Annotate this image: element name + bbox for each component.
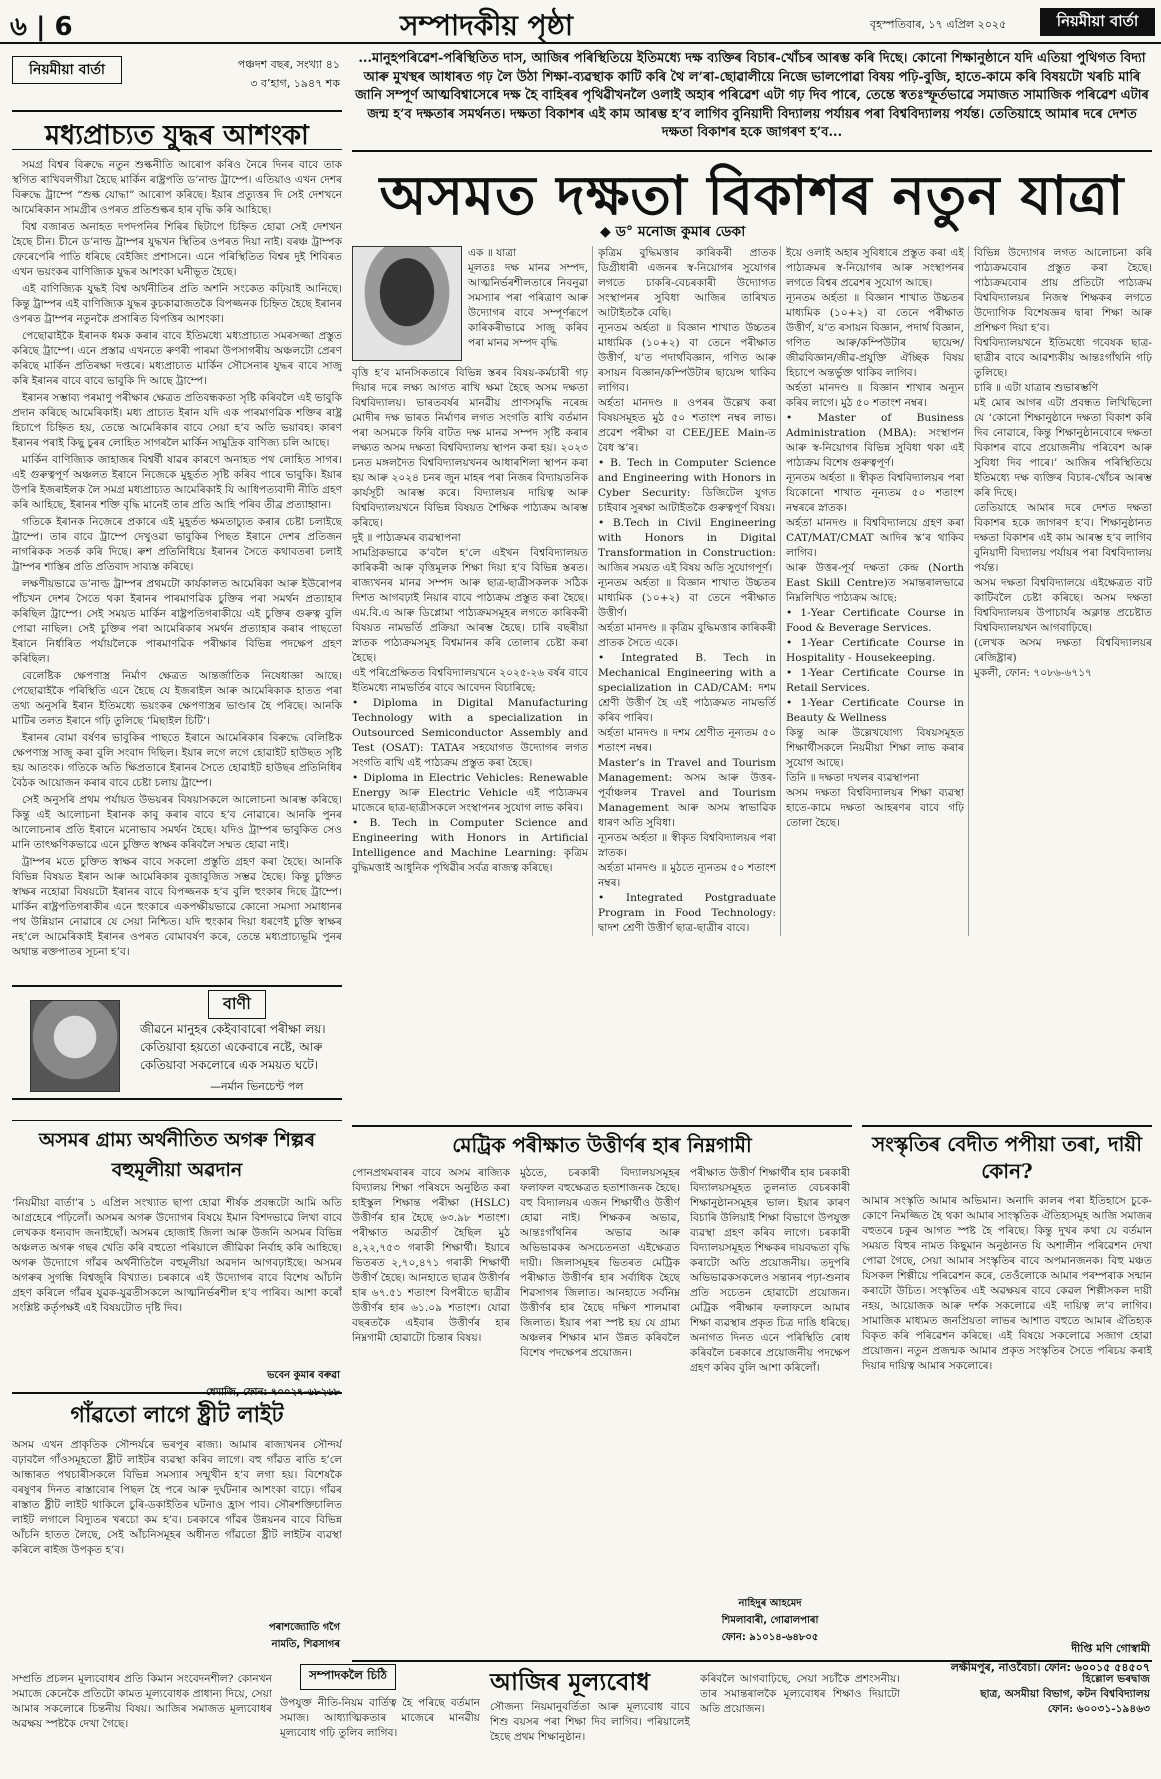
lead-byline: ◆ ড° মনোজ কুমাৰ ডেকা	[600, 224, 746, 240]
editorial-paragraph: সমগ্ৰ বিশ্বৰ বিৰুদ্ধে নতুন শুল্কনীতি আৰোপ কৰিও নৈৰে দিনৰ বাবে তাক স্থগিত ৰাখিবলগীয়া হৈছে মাৰ্কিন ৰাষ্ট্ৰপতি ড’নাল্ড ট্ৰাম্পে। এতিয়াও এখন দেশৰ বিৰুদ্ধে ট্ৰাম্পে “শুল্ক যোদ্ধা” আৰোপ কৰিছে। ইয়াৰ প্ৰত্যুত্তৰ দি সেই দেশখনে আমেৰিকান সামগ্ৰীৰ ওপৰত প্ৰতিশুল্কৰ হাৰ বৃদ্ধি কৰি আহিছে।	[12, 159, 342, 216]
lead-intro: ...মানুহপৰিৱেশ-পৰিস্থিতিত দাস, আজিৰ পৰিস্থিতিয়ে ইতিমধ্যে দক্ষ ব্যক্তিৰ বিচাৰ-খোঁচৰ আৰম্ভ কৰি দিছে। কোনো শিক্ষানুষ্ঠানে যদি এতিয়া পুথিগত বিদ্যা আৰু মুখস্থৰ আধাৰত গঢ় লৈ উঠা শিক্ষা-ব্যৱস্থাক কাটি কৰি থৈ ল’ৰা-ছোৱালীয়ে নিজে ভালপোৱা বিষয় পঢ়ি-বুজি, হাতে-কামে কৰি বিষয়টো খৰচি মাৰি জানি সম্পূৰ্ণ আত্মবিশ্বাসেৰে দক্ষ হৈ বাহিৰৰ পৃথিৱীখনলৈ ওলাই অহাৰ পৰিৱেশ এটা গঢ় দিব পাৰে, তেন্তে স্বতঃস্ফূৰ্তভাৱে সমাজত সামাজিক পৰিৱেশ এটাৰ জন্ম হ’ব দক্ষতাৰ সমৰ্থনত। দক্ষতা বিকাশৰ এই কাম আৰম্ভ হ’ব লাগিব বুনিয়াদী বিদ্যালয় পৰ্যায়ৰ পৰা বিশ্ববিদ্যালয় পৰ্যন্ত। তেতিয়াহে আমাৰ দৰে দেশত দক্ষতা বিকাশৰ হকে জাগৰণ হ’ব...	[355, 51, 1149, 140]
story2-author: পৰাশজ্যোতি গগৈ নামতি, শিৱসাগৰ	[268, 1622, 340, 1650]
editorial-paragraph: এই বাণিজ্যিক যুদ্ধই বিশ্ব অৰ্থনীতিৰ প্ৰতি অশনি সংকেত কঢ়িয়াই আনিছে। কিন্তু ট্ৰাম্পৰ এই বাণিজ্যিক যুদ্ধৰ কুচকাৱাজতকৈ বিপজ্জনক চিহ্নিত হৈছে ইৰানৰ ওপৰত ট্ৰাম্পৰ নতুনকৈ প্ৰসাৰিত বিপত্তিৰ আশংকা।	[12, 283, 342, 325]
letters-author: হিল্লোল ভৰদ্বাজ ছাত্ৰ, অসমীয়া বিভাগ, কটন বিশ্ববিদ্যালয় ফোন: ৬০০৩১-১৯৪৬৩	[980, 1673, 1150, 1715]
story3-column-3: পৰীক্ষাত উত্তীৰ্ণ শিক্ষাৰ্থীৰ হাৰ চৰকাৰী বিদ্যালয়সমূহত তুলনাত বেচৰকাৰী শিক্ষানুষ্ঠানসমূহৰ ভাল। ইয়াৰ কাৰণ বিচাৰি উলিয়াই শিক্ষা বিভাগে উপযুক্ত ব্যৱস্থা গ্ৰহণ কৰিব লাগে। চৰকাৰী বিদ্যালয়সমূহত শিক্ষকৰ দায়বদ্ধতা বৃদ্ধি কৰাটো অতি প্ৰয়োজনীয়। তদুপৰি অভিভাৱকসকলেও সন্তানৰ পঢ়া-শুনাৰ প্ৰতি সচেতন হোৱাটো প্ৰয়োজন। মেট্ৰিক পৰীক্ষাৰ ফলাফলে আমাৰ শিক্ষা ব্যৱস্থাৰ প্ৰকৃত চিত্ৰ দাঙি ধৰিছে। অনাগত দিনত এনে পৰিস্থিতি ৰোধ কৰিবলৈ চৰকাৰে প্ৰয়োজনীয় পদক্ষেপ গ্ৰহণ কৰিব বুলি আশা কৰিলোঁ।	[690, 1167, 850, 1374]
story4-title: সংস্কৃতিৰ বেদীত পপীয়া তৰা, দায়ী কোন?	[862, 1125, 1152, 1189]
editorial-paragraph: ট্ৰাম্পৰ মতে চুক্তিত স্বাক্ষৰ বাবে সকলো প্ৰস্তুতি গ্ৰহণ কৰা হৈছে। আনকি বিভিন্ন বিষয়ত ইৰান আৰু আমেৰিকাৰ বুজাবুজিত সম্ভৱ হৈছে। কিন্তু চুক্তিত স্বাক্ষৰ নহোৱা বিষয়টো ইৰানৰ বাবে বিপজ্জনক হ’ব বুলি হুংকাৰ দিছে ট্ৰাম্পে। মাৰ্কিন ৰাষ্ট্ৰপতিগৰাকীৰ এনে হুংকাৰে একপক্ষীয়ভাৱে কোনো সমস্যা সমাধানৰ পথ উন্নিয়ান নোৱাৰে যে সেয়া নিশ্চিত। যদি হুংকাৰ দিয়া ধৰণেই চুক্তি স্বাক্ষৰ নহ’লে আমেৰিকাই ইৰানৰ ওপৰত বোমাবৰ্ষণ কৰে, তেন্তে মধ্যপ্ৰাচ্যভূমি পুনৰ অথান্ত ৰক্তপাতৰ সূচনা হ’ব।	[12, 856, 342, 958]
story1-author: ভবেন কুমাৰ বৰুৱা ধেমাজি, ফোন: ৭০০২৭-৬৮২৬৮	[205, 1370, 340, 1398]
quote-text: জীৱনে মানুহৰ কেইবাবাৰো পৰীক্ষা লয়। কেতিয়াবা হয়তো একেবাৰে নষ্টে, আৰু কেতিয়াবা সকলোৰে এক সময়ত ঘটে।	[140, 1022, 326, 1072]
letters-rule	[352, 1660, 1152, 1662]
volume-number: পঞ্চদশ বছৰ, সংখ্যা ৪১	[237, 58, 340, 71]
letters-label: সম্পাদকলৈ চিঠি	[300, 1664, 396, 1690]
letters-column-a: সম্প্ৰতি প্ৰচলন মূল্যবোধৰ প্ৰতি কিমান সংবেদনশীল? কোনখন সমাজে কেনেকৈ প্ৰতিটো কামত মূল্যবোধক প্ৰাধান্য দিয়ে, সেয়া আমাৰ সকলোৰে চিন্তনীয় বিষয়। আজিৰ সমাজত মূল্যবোধৰ অৱক্ষয় স্পষ্টকৈ দেখা গৈছে।	[12, 1673, 272, 1730]
story3-column-2: মুঠতে, চৰকাৰী বিদ্যালয়সমূহৰ ফলাফল বহুক্ষেত্ৰত হতাশাজনক হৈছে। বহু বিদ্যালয়ৰ এজন শিক্ষাৰ্থীও উত্তীৰ্ণ হোৱা নাই। শিক্ষকৰ অভাৱ, আন্তঃগাঁথনিৰ অভাৱ আৰু অভিভাৱকৰ অসচেতনতা এইক্ষেত্ৰত দায়ী। জিলাসমূহৰ ভিতৰত মেট্ৰিক পৰীক্ষাত উত্তীৰ্ণৰ হাৰ সৰ্বাধিক হৈছে শিৱসাগৰ জিলাত। আনহাতে সৰ্বনিম্ন উত্তীৰ্ণৰ হাৰ হৈছে দক্ষিণ শালমাৰা জিলাত। ইয়াৰ পৰা স্পষ্ট হয় যে গ্ৰাম্য অঞ্চলৰ শিক্ষাৰ মান উন্নত কৰিবলৈ বিশেষ পদক্ষেপৰ প্ৰয়োজন।	[520, 1167, 680, 1359]
lead-column-4: বিভিন্ন উদ্যোগৰ লগত আলোচনা কৰি পাঠ্যক্ৰমবোৰ প্ৰস্তুত কৰা হৈছে। পাঠ্যক্ৰমবোৰ প্ৰায় প্ৰতিটো পাঠ্যক্ৰম বিশ্ববিদ্যালয়ৰ নিজস্ব শিক্ষকৰ লগতে উদ্যোগিক বিশেষজ্ঞৰ দ্বাৰা শিক্ষা আৰু প্ৰশিক্ষণ দিয়া হ’ব। বিশ্ববিদ্যালয়খনে ইতিমধ্যে গবেষক ছাত্ৰ-ছাত্ৰীৰ বাবে আৱশ্যকীয় আন্তঃগাঁথনি গঢ়ি তুলিছে। চাৰি ॥ এটা যাত্ৰাৰ শুভাৰম্ভণি মই মোৰ আগৰ এটা প্ৰবন্ধত লিখিছিলো যে ‘কোনো শিক্ষানুষ্ঠানে দক্ষতা বিকাশ কৰি দিব নোৱাৰে, কিন্তু শিক্ষানুষ্ঠানবোৰে দক্ষতা বিকাশৰ বাবে প্ৰয়োজনীয় পৰিবেশ আৰু সুবিধা দিব পাৰে।’ আজিৰ পৰিস্থিতিয়ে ইতিমধ্যে দক্ষ ব্যক্তিৰ বিচাৰ-খোঁচৰ আৰম্ভ কৰি দিছে। তেতিয়াহে আমাৰ দৰে দেশত দক্ষতা বিকাশৰ হকে জাগৰণ হ’ব। শিক্ষানুষ্ঠানত দক্ষতা বিকাশৰ এই কাম আৰম্ভ হ’ব লাগিব বুনিয়াদী বিদ্যালয় পৰ্যায়ৰ পৰা বিশ্ববিদ্যালয় পৰ্যন্ত। অসম দক্ষতা বিশ্ববিদ্যালয়ে এইক্ষেত্ৰত বাট কাটিবলৈ চেষ্টা কৰিছে। অসম দক্ষতা বিশ্ববিদ্যালয়ৰ উপাচাৰ্যৰ অক্লান্ত প্ৰচেষ্টাত বিশ্ববিদ্যালয়খন আগবাঢ়িছে। (লেখক অসম দক্ষতা বিশ্ববিদ্যালয়ৰ ৰেজিষ্ট্ৰাৰ) মুকলী, ফোন: ৭০৮৬-৬৭১৭	[974, 247, 1152, 679]
letters-column-b: উপযুক্ত নীতি-নিয়ম বাৰ্তিত্ব হৈ পৰিছে বৰ্তমান সমাজ। আধ্যাত্মিকতাৰ মাজেৰে মানৱীয় মূল্যবোধ গঢ়ি তুলিব লাগিব।	[280, 1697, 480, 1739]
volume-info	[180, 56, 340, 94]
editorial-paragraph: লক্ষণীয়ভাৱে ড’নাল্ড ট্ৰাম্পৰ প্ৰথমটো কাৰ্যকালত আমেৰিকা আৰু ইউৰোপৰ পাঁচখন দেশৰ সৈতে থকা ইৰানৰ পাৰমাণৱিক চুক্তিৰ পৰা সমৰ্থন প্ৰত্যাহাৰ কৰিছিল ট্ৰাম্পে। সেই সময়ত মাৰ্কিন ৰাষ্ট্ৰপতিগৰাকীয়ে এই চুক্তিৰ গুৰুত্ব বুলি পোৱা নাছিল। সেই চুক্তিৰ পৰা আমেৰিকাৰ সমৰ্থন প্ৰত্যাহাৰ কৰাৰ পাছতো ইৰানে নিৰ্ধাৰিত পৰ্যায়লৈকে পাৰমাণৱিক পৰীক্ষাৰ বিভিন্ন পদক্ষেপ গ্ৰহণ কৰিছিল।	[12, 578, 342, 665]
quote-label: বাণী	[208, 990, 266, 1019]
author-photo	[352, 246, 462, 361]
story3-author: নাহিদুৰ আহমেদ শিমলাবাৰী, গোৱালপাৰা ফোন: ৯১০১৪-৬৪৮০৫	[721, 1598, 819, 1643]
quote-author: —নৰ্মান ভিনচেণ্ট পল	[210, 1080, 304, 1093]
lead-column-1: বৃত্তি হ’ব মানসিকতাৰে বিভিন্ন স্তৰৰ বিষয়-কৰ্মচাৰী গঢ় দিয়াৰ দৰে লক্ষ্য আগত ৰাখি ক্ষমা হৈছে অসম দক্ষতা বিশ্ববিদ্যালয়। ভাৰতবৰ্ষৰ মানৱীয় প্ৰাণসমৃদ্ধি নৰেন্দ্ৰ মোদীৰ দক্ষ ভাৰত নিৰ্মাণৰ লগত সংগতি ৰাখি বৰ্তমান পৰা অসমকে ফিৰি বাটত দক্ষ মানৱ সম্পদ সৃষ্টি কৰাৰ লক্ষ্যত অসম দক্ষতা বিশ্ববিদ্যালয় স্থাপন কৰা হয়। ২০২৩ চনত মঙ্গলদৈত বিশ্ববিদ্যালয়খনৰ আধাৰশিলা স্থাপন কৰা হয় আৰু ২০২৪ চনৰ জুন মাহৰ পৰা নিজৰ বিদ্যায়তনিক কাৰ্যসূচী আৰম্ভ কৰে। বিদ্যালয়ৰ দায়িত্ব আৰু বিশ্ববিদ্যালয়খনে বিভিন্ন বিষয়ত শৈক্ষিক পাঠ্যক্ৰম আৰম্ভ কৰিছে। দুই ॥ পাঠ্যক্ৰমৰ ব্যৱস্থাপনা সামগ্ৰিকভাৱে ক’বলৈ হ’লে এইখন বিশ্ববিদ্যালয়ত কাৰিকৰী আৰু বৃত্তিমূলক শিক্ষা দিয়া হ’ব বিভিন্ন স্তৰত। ৰাজ্যখনৰ মানৱ সম্পদ আৰু ছাত্ৰ-ছাত্ৰীসকলক সঠিক দিশত আগবঢ়াই নিয়াৰ বাবে পাঠ্যক্ৰম প্ৰস্তুত কৰা হৈছে। এম.বি.এ আৰু ডিপ্লোমা পাঠ্যক্ৰমসমূহৰ লগতে কাৰিকৰী বিষয়ত নামভৰ্তি প্ৰক্ৰিয়া আৰম্ভ হৈছে। চাৰি বছৰীয়া স্নাতক পাঠ্যক্ৰমসমূহ বিশ্বমানৰ কৰি তোলাৰ চেষ্টা কৰা হৈছে। এই পৰিপ্ৰেক্ষিতত বিশ্ববিদ্যালয়খনে ২০২৫-২৬ বৰ্ষৰ বাবে ইতিমধ্যে নামভৰ্তিৰ বাবে আবেদন বিচাৰিছে: • Diploma in Digital Manufacturing Technology with a specialization in Outsourced Semiconductor Assembly and Test (OSAT): TATAৰ সহযোগত উদ্যোগৰ লগত সংগতি ৰাখি এই পাঠ্যক্ৰম প্ৰস্তুত কৰা হৈছে। • Diploma in Electric Vehicles: Renewable Energy আৰু Electric Vehicle এই পাঠ্যক্ৰমৰ মাজেৰে ছাত্ৰ-ছাত্ৰীসকলে সংস্থাপনৰ সুযোগ লাভ কৰিব। • B. Tech in Computer Science and Engineering with Honors in Artificial Intelligence and Machine Learning: কৃত্ৰিম বুদ্ধিমত্তাই আধুনিক পৃথিৱীৰ সৰ্বত্ৰ ৰাজত্ব কৰিছে।	[352, 367, 588, 874]
editorial-paragraph: মাৰ্কিন বাণিজ্যিক জাহাজৰ বিশ্বৰ্ষী ষাৱৰ কাৰণে অনাহত পথ লোহিত সাগৰ। এই গুৰুত্বপূৰ্ণ অঞ্চলত ইৰানে নিজেকে মুহূৰ্তত সৃষ্টি কৰিব পাৰে ভাবুকি। ইয়াৰ উপৰি ইজৰাইলক লৈ সমগ্ৰ মধ্যপ্ৰাচ্যত আমেৰিকাই যি আধিপত্যবাদী নীতি গ্ৰহণ কৰি আহিছে, ইৰানৰ শক্তি বৃদ্ধি মানেই তাৰ প্ৰতি আহি পৰিব তীব্ৰ প্ৰত্যাহ্বান।	[12, 454, 342, 511]
small-logo: নিয়মীয়া বাৰ্তা	[12, 56, 122, 84]
editorial-body	[12, 158, 342, 976]
editorial-paragraph: বিশ্ব বজাৰত অনাহত দপদপনিৰ শিৰিৰ ছিটাপে চিহ্নিত হোৱা সেই দেশখন হৈছে চীন। চীনে ড’নাল্ড ট্ৰাম্পৰ যুদ্ধখন স্থিতিৰ ওপৰত দিয়া নাই। বৰঞ্চ ট্ৰাম্পক ফেৰেপেৰি পাতি ধৰিছে বেইজিং প্ৰশাসনে। এনে পৰিস্থিতিত বিশ্বৰ দুই শিবিৰত এখন ভয়ংকৰ বাণিজ্যিক যুদ্ধৰ আশংকা ঘনীভূত হৈছে।	[12, 221, 342, 278]
story2-title: গাঁৱতো লাগে ষ্ট্ৰীট লাইট	[12, 1392, 342, 1432]
letters-column-d: কৰিবলৈ আগবাঢ়িছে, সেয়া সচাঁকৈ প্ৰশংসনীয়। তাৰ সমান্তৰালকৈ মূল্যবোধৰ শিক্ষাও দিয়াটো অতি প্ৰয়োজন।	[700, 1673, 900, 1715]
issue-date: বৃহস্পতিবাৰ, ১৭ এপ্ৰিল ২০২৫	[870, 18, 1007, 31]
story4-author: দীপ্তি মণি গোস্বামী লক্ষীমপুৰ, নাওবৈচা। ফোন: ৬০০১৫ ৫৪৫০৭	[950, 1642, 1150, 1674]
editorial-paragraph: পেছোৱাইকৈ ইৰানক ধমক কৰাৰ বাবে ইতিমধ্যে মধ্যপ্ৰাচ্যত সমৰসজ্জা প্ৰস্তুত কৰিছে ট্ৰাম্পে। এনে প্ৰস্তাৱ এখনতে ৰুণৰী পাৰমা উপসাগৰীয় অঞ্চলটো প্ৰেৰণ কৰিছে মাৰ্কিন প্ৰতিৰক্ষা দপ্তৰে। মধ্যপ্ৰাচ্যত মাৰ্কিন সৌসেনাৰ যুদ্ধৰ বাবে সাজু কৰি ইৰানৰ বাবে বাবে ভাবুকি দি আছে ট্ৰাম্পে।	[12, 330, 342, 387]
lead-column-2: কৃত্ৰিম বুদ্ধিমত্তাৰ কাৰিকৰী প্ৰাতক ডিগ্ৰীধাৰী এজনৰ স্ব-নিয়োগৰ সুযোগৰ লগতে চাকৰি-বেচৰকাৰী উদ্যোগত সংস্থাপনৰ সুবিধা আজিৰ তাৰিখত আটাইতকৈ বেছি। ন্যূনতম অৰ্হতা ॥ বিজ্ঞান শাখাত উচ্চতৰ মাধ্যমিক (১০+২) বা তেনে পৰীক্ষাত উত্তীৰ্ণ, য’ত পদাৰ্থবিজ্ঞান, গণিত আৰু ৰসায়ন বিজ্ঞান/কম্পিউটাৰ ছায়েন্স থাকিব লাগিব। অৰ্হতা মানদণ্ড ॥ ওপৰৰ উল্লেখ কৰা বিষয়সমূহত মুঠ ৫০ শতাংশ নম্বৰ লাভ। প্ৰৱেশ পৰীক্ষা বা CEE/JEE Main-ত বৈধ স্ক’ৰ। • B. Tech in Computer Science and Engineering with Honors in Cyber Security: ডিজিটেল যুগত চাইবাৰ সুৰক্ষা আটাইতকৈ গুৰুত্বপূৰ্ণ বিষয়। • B.Tech in Civil Engineering with Honors in Digital Transformation in Construction: আজিৰ সময়ত এই বিষয় অতি সুযোগপূৰ্ণ। ন্যূনতম অৰ্হতা ॥ বিজ্ঞান শাখাত উচ্চতৰ মাধ্যমিক (১০+২) বা তেনে পৰীক্ষাত উত্তীৰ্ণ। অৰ্হতা মানদণ্ড ॥ কৃত্ৰিম বুদ্ধিমত্তাৰ কাৰিকৰী প্ৰাতক সৈতে একে। • Integrated B. Tech in Mechanical Engineering with a specialization in CAD/CAM: দশম শ্ৰেণী উত্তীৰ্ণ হৈ এই পাঠ্যক্ৰমত নামভৰ্তি কৰিব পাৰিব। অৰ্হতা মানদণ্ড ॥ দশম শ্ৰেণীত নূন্যতম ৫০ শতাংশ নম্বৰ। Master’s in Travel and Tourism Management: অসম আৰু উত্তৰ-পূৰ্বাঞ্চলৰ Travel and Tourism Management আৰু অসম স্বাভাৱিক ধাৰণ অতি সুবিধা। ন্যূনতম অৰ্হতা ॥ স্বীকৃত বিশ্ববিদ্যালয়ৰ পৰা স্নাতক। অৰ্হতা মানদণ্ড ॥ মুঠতে ন্যূনতম ৫০ শতাংশ নম্বৰ। • Integrated Postgraduate Program in Food Technology: দ্বাদশ শ্ৰেণী উত্তীৰ্ণ ছাত্ৰ-ছাত্ৰীৰ বাবে।	[598, 247, 776, 934]
editorial-paragraph: ইৰানৰ বোমা বৰ্ষণৰ ভাবুকিৰ পাছতে ইৰানে আমেৰিকাৰ বিৰুদ্ধে বেলিষ্টিক ক্ষেপণাস্ত্ৰ সাজু কৰা বুলি সংবাদ দিছিল। ইয়াৰ লগে লগে হোৱাইট হাউছত সৃষ্টি হয় আতংক। গতিকে অতি ক্ষিপ্ৰতাৰে ইৰানৰ সৈতে হোৱাইট হাউছৰ প্ৰতিনিধিৰ বৈঠক আয়োজন কৰাৰ বাবে চেষ্টা চলায় ট্ৰাম্পে।	[12, 732, 342, 789]
column-divider	[968, 246, 969, 936]
editorial-paragraph: বেলেষ্টিক ক্ষেপণাস্ত্ৰ নিৰ্মাণ ক্ষেত্ৰত আন্তৰ্জাতিক নিষেধাজ্ঞা আছে। পেছোৱাইকৈ পৰিস্থিতি এনে হৈছে যে ইজৰাইল আৰু আমেৰিকাক হাতত পৰা তথ্য অনুসৰি ইৰান ইতিমধ্যে ভয়ংকৰ ক্ষেপণাস্ত্ৰৰ ভাণ্ডাৰ হৈ পৰিছে। আনকি মাটিৰ তলত ইৰানে গঢ়ি তুলিছে ‘মিছাইল চিটি’।	[12, 670, 342, 727]
column-divider	[780, 246, 781, 936]
editorial-paragraph: ইৰানৰ সম্ভাব্য পৰমাণু পৰীক্ষাৰ ক্ষেত্ৰত প্ৰতিবন্ধকতা সৃষ্টি কৰিবলৈ এই ভাবুকি প্ৰদান কৰিছে আমেৰিকাই। মধ্য প্ৰাচ্যত ইৰান যদি এক পাৰমাণৱিক শক্তিৰ ৰাষ্ট্ৰ হিচাপে চিহ্নিত হয়, তেন্তে আমেৰিকাৰ বাবে সেয়া হ’ব অতি ভয়াবহ। কাৰণ ইৰানৰ পৰাই কিছু চুৰৰ লোহিত সাগৰলৈ মাৰ্কিন সামুদ্ৰিক বাণিজ্য চলি আছে।	[12, 392, 342, 449]
letters-column-c: সৌজন্য নিয়মানুবৰ্তিতা আৰু মূল্যবোধ বাবে শিশু বয়সৰ পৰা শিক্ষা দিব লাগিব। পৰিয়ালেই হৈছে প্ৰথম শিক্ষানুষ্ঠান।	[490, 1701, 690, 1743]
lead-column-a: এক ॥ যাত্ৰা মূলতঃ দক্ষ মানৱ সম্পদ, আত্মনিৰ্ভৰশীলতাৰে নিবনুৱা সমস্যাৰ পৰা পৰিত্ৰাণ আৰু উদ্যোগৰ বাবে সম্পূৰ্ণৰূপে কাৰিকৰীভাৱে সাজু কৰিব পৰা মানৱ সম্পদ বৃদ্ধি	[468, 247, 588, 349]
page-number: ৬ | 6	[10, 12, 73, 42]
newspaper-logo: নিয়মীয়া বাৰ্তা	[1040, 8, 1155, 36]
editorial-title: মধ্যপ্ৰাচ্যত যুদ্ধৰ আশংকা	[12, 110, 342, 150]
section-title: সম্পাদকীয় পৃষ্ঠা	[400, 9, 573, 42]
story2-body: অসম এখন প্ৰাকৃতিক সৌন্দৰ্যৰে ভৰপূৰ ৰাজ্য। আমাৰ ৰাজ্যখনৰ সৌন্দৰ্য বঢ়াবলৈ গাঁওসমূহতো ষ্ট্ৰীট লাইটৰ ব্যৱস্থা কৰিব লাগে। বহু গাঁৱত ৰাতি হ’লে আন্ধাৰত পথচাৰীসকলে বিভিন্ন সমস্যাৰ সন্মুখীন হ’ব লগা হয়। বিশেষকৈ বৰষুণৰ দিনত ৰাস্তাবোৰ পিছল হৈ পৰে আৰু দুৰ্ঘটনাৰ আশংকা বাঢ়ে। গাঁৱৰ ৰাস্তাত ষ্ট্ৰীট লাইট থাকিলে চুৰি-ডকাইতিৰ ঘটনাও হ্ৰাস পাব। সৌৰশক্তিচালিত লাইট লগালে বিদ্যুতৰ খৰচো কম হ’ব। চৰকাৰে গাঁৱৰ উন্নয়নৰ বাবে বিভিন্ন আঁচনি হাতত লৈছে, সেই আঁচনিসমূহৰ অধীনত গাঁৱতো ষ্ট্ৰীট লাইটৰ ব্যৱস্থা কৰিলে ৰাইজ উপকৃত হ’ব।	[12, 1439, 342, 1556]
quote-author-photo	[30, 1000, 120, 1092]
story1-body: ‘নিয়মীয়া বাৰ্তা’ৰ ১ এপ্ৰিল সংখ্যাত ছাপা হোৱা শীৰ্ষক প্ৰবন্ধটো আমি অতি আগ্ৰহেৰে পঢ়িলোঁ। অসমৰ অগৰু উদ্যোগৰ বিষয়ে ইমান বিশদভাৱে লিখা বাবে লেখকক ধন্যবাদ জনাইছোঁ। অসমৰ হোজাই জিলা আৰু উজনি অসমৰ বিভিন্ন অঞ্চলত অগৰু গছৰ খেতি কৰি বহুতো পৰিয়ালে জীৱিকা নিৰ্বাহ কৰি আহিছে। অগৰু উদ্যোগে গাঁৱৰ অৰ্থনীতিলৈ বহুমূলীয়া অৱদান আগবঢ়াইছে। অসমৰ অগৰুৰ সুগন্ধি বিশ্বজুৰি বিখ্যাত। চৰকাৰে এই উদ্যোগৰ বাবে বিশেষ আঁচনি গ্ৰহণ কৰিলে গাঁৱৰ যুৱক-যুৱতীসকলে আত্মনিৰ্ভৰশীল হ’ব পাৰিব। আশা কৰোঁ সংশ্লিষ্ট কৰ্তৃপক্ষই এই বিষয়টোত দৃষ্টি দিব।	[12, 1197, 342, 1314]
lead-title: অসমত দক্ষতা বিকাশৰ নতুন যাত্ৰা	[352, 150, 1152, 214]
letters-title: আজিৰ মূল্যবোধ	[490, 1667, 650, 1696]
story3-title: মেট্ৰিক পৰীক্ষাত উত্তীৰ্ণৰ হাৰ নিম্নগামী	[352, 1125, 852, 1161]
editorial-paragraph: গতিকে ইৰানক নিজেৰে প্ৰকাৰে এই মুহূৰ্তত ক্ষমতাচ্যুত কৰাৰ চেষ্টা চলাইছে ট্ৰাম্পে। তাৰ বাবে ট্ৰাম্পে দেখুওৱা ভাবুকিৰ পিছত ইৰানে দেশৰ প্ৰতিজন নাগৰিকক সতৰ্ক কৰি দিছে। ৰুশ প্ৰতিনিধিয়ে ইৰানৰ সৈতে কথাবতৰা চলাই ট্ৰাম্পৰ শাস্তিৰ প্ৰতি প্ৰতিবাদ সাব্যস্ত কৰিছে।	[12, 516, 342, 573]
lead-column-3: ইয়ে ওলাই অহাৰ সুবিধাৰে প্ৰস্তুত কৰা এই পাঠ্যক্ৰমৰ স্ব-নিয়োগৰ আৰু সংস্থাপনৰ লগতে বিশ্বৰ প্ৰৱেশৰ সুযোগ আছে। ন্যূনতম অৰ্হতা ॥ বিজ্ঞান শাখাত উচ্চতৰ মাধ্যমিক (১০+২) বা তেনে পৰীক্ষাত উত্তীৰ্ণ, য’ত ৰসায়ন বিজ্ঞান, পদাৰ্থ বিজ্ঞান, গণিত আৰু/কম্পিউটাৰ ছায়েন্স/জীৱবিজ্ঞান/জীৱ-প্ৰযুক্তি ঐচ্ছিক বিষয় হিচাপে অন্তৰ্ভুক্ত থাকিব লাগিব। অৰ্হতা মানদণ্ড ॥ বিজ্ঞান শাখাৰ অন্যূন কৰিব লাগে। মুঠ ৫০ শতাংশ নম্বৰ। • Master of Business Administration (MBA): সংস্থাপন আৰু স্ব-নিয়োগৰ বিভিন্ন সুবিধা থকা এই পাঠ্যক্ৰম বিশেষ গুৰুত্বপূৰ্ণ। ন্যূনতম অৰ্হতা ॥ স্বীকৃত বিশ্ববিদ্যালয়ৰ পৰা যিকোনো শাখাত নূন্যতম ৫০ শতাংশ নম্বৰৰে স্নাতক। অৰ্হতা মানদণ্ড ॥ বিশ্ববিদ্যালয়ে গ্ৰহণ কৰা CAT/MAT/CMAT আদিৰ স্ক’ৰ থাকিব লাগিব। আৰু উত্তৰ-পূৰ্ব দক্ষতা কেন্দ্ৰ (North East Skill Centre)ত সমান্তৰালভাৱে নিম্নলিখিত পাঠ্যক্ৰম আছে: • 1-Year Certificate Course in Food & Beverage Services. • 1-Year Certificate Course in Hospitality - Housekeeping. • 1-Year Certificate Course in Retail Services. • 1-Year Certificate Course in Beauty & Wellness কিন্তু আৰু উল্লেখযোগ্য বিষয়সমূহত শিক্ষাৰ্থীসকলে নিয়মীয়া শিক্ষা লাভ কৰাৰ সুযোগ আছে। তিনি ॥ দক্ষতা দখলৰ ব্যৱস্থাপনা অসম দক্ষতা বিশ্ববিদ্যালয়ৰ শিক্ষা ব্যৱস্থা হাতে-কামে দক্ষতা আহৰণৰ বাবে গঢ়ি তোলা হৈছে।	[786, 247, 964, 829]
column-divider	[592, 246, 593, 936]
editorial-paragraph: সেই অনুসৰি প্ৰথম পৰ্যায়ত উভয়ৰৰ বিষয়াসকলে আলোচনা আৰম্ভ কৰিছে। কিন্তু এই আলোচনা ইৰানক কাবু কৰাৰ বাবে হ’ব নোৱাৰে। আনকি পুনৰ আলোচনাৰ প্ৰতি ইৰানে মনোভাব সমৰ্থন হৈছে। যদিও ট্ৰাম্পৰ ভাবুকিত সেও মানি তাৎক্ষণিকভাৱে এনে চুক্তিত স্বাক্ষৰ কৰিবলৈ সম্মত হোৱা নাই।	[12, 794, 342, 851]
story3-column-1: পোনপ্ৰথমবাৰৰ বাবে অসম ৰাজ্যিক বিদ্যালয় শিক্ষা পৰিষদে অনুষ্ঠিত কৰা হাইস্কুল শিক্ষান্ত পৰীক্ষা (HSLC) উত্তীৰ্ণৰ হাৰ হৈছে ৬৩.৯৮ শতাংশ। পৰীক্ষাত অৱতীৰ্ণ হৈছিল মুঠ ৪,২২,৭৫৩ গৰাকী শিক্ষাৰ্থী। ইয়াৰে ভিতৰত ২,৭০,৪৭১ গৰাকী শিক্ষাৰ্থী উত্তীৰ্ণ হৈছে। আনহাতে ছাত্ৰৰ উত্তীৰ্ণৰ হাৰ ৬৭.৫১ শতাংশ বিপৰীতে ছাত্ৰীৰ উত্তীৰ্ণৰ হাৰ ৬১.০৯ শতাংশ। যোৱা বছৰতকৈ এইবাৰ উত্তীৰ্ণৰ হাৰ নিম্নগামী হোৱাটো চিন্তাৰ বিষয়।	[352, 1167, 510, 1344]
story1-title: অসমৰ গ্ৰাম্য অৰ্থনীতিত অগৰু শিল্পৰ বহুমূলীয়া অৱদান	[12, 1120, 342, 1190]
saka-date: ৩ ব’হাগ, ১৯৪৭ শক	[250, 77, 340, 90]
story4-body: আমাৰ সংস্কৃতি আমাৰ অভিমান। অনাদি কালৰ পৰা ইতিহাসে চুকে-কোণে নিমজ্জিত হৈ থকা আমাৰ সাংস্কৃতিক ঐতিহ্যসমূহ আজি সমাজৰ বহুতৰে চকুৰ আগত স্পষ্ট হৈ পৰিছে। কিন্তু দুখৰ কথা যে বৰ্তমান সময়ত বিহুৰ নামত কিছুমান অনুষ্ঠানত যি অশালীন পৰিৱেশন দেখা পোৱা গৈছে, সেয়া আমাৰ সংস্কৃতিৰ বাবে অপমানজনক। বিহু মঞ্চত যিসকল শিল্পীয়ে পৰিৱেশন কৰে, তেওঁলোকে আমাৰ পৰম্পৰাক সন্মান কৰাটো উচিত। সংস্কৃতিৰ এই অৱক্ষয়ৰ বাবে কেৱল শিল্পীসকল দায়ী নহয়, আয়োজক আৰু দৰ্শক সকলোৱে এই দায়িত্ব ল’ব লাগিব। সামাজিক মাধ্যমত জনপ্ৰিয়তা লাভৰ আশাত বহুতে আমাৰ ঐতিহ্যক বিকৃত কৰি পৰিৱেশন কৰিছে। এই বিষয়ে সকলোৱে সজাগ হোৱা প্ৰয়োজন। নতুন প্ৰজন্মক আমাৰ প্ৰকৃত সংস্কৃতিৰ সৈতে পৰিচয় কৰাই দিয়াৰ দায়িত্ব আমাৰ সকলোৰে।	[862, 1195, 1152, 1372]
